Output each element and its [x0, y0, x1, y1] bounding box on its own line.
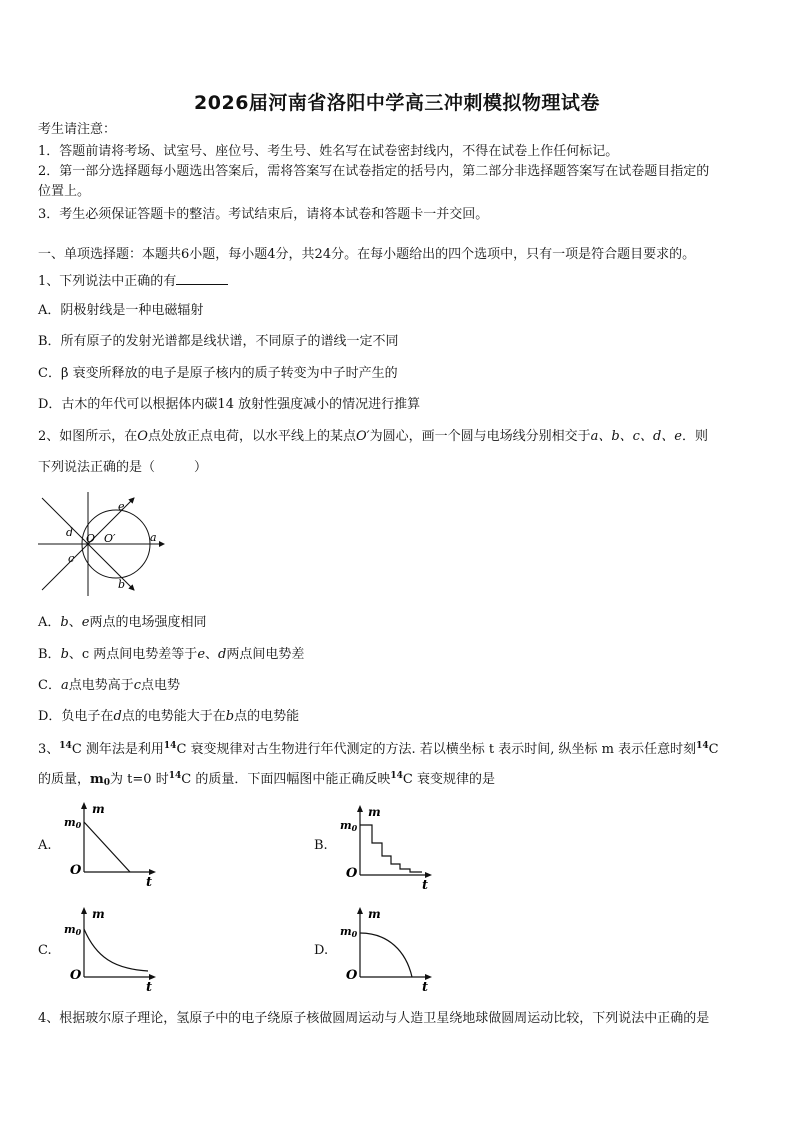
q1-option-d: D．古木的年代可以根据体内碳14 放射性强度减小的情况进行推算 [38, 397, 421, 412]
q2-c-post: 点电势 [141, 678, 181, 693]
q2-a-sep: 、 [68, 615, 82, 630]
q2-stem-a: 2、如图所示，在 [38, 429, 138, 444]
section-heading: 一、单项选择题：本题共6小题，每小题4分，共24分。在每小题给出的四个选项中，只有一项是符合题目要求的。 [38, 247, 696, 262]
q1-option-b: B．所有原子的发射光谱都是线状谱，不同原子的谱线一定不同 [38, 334, 399, 349]
q3-option-b-label: B. [314, 838, 328, 853]
q1-option-c: C．β 衰变所释放的电子是原子核内的质子转变为中子时产生的 [38, 366, 398, 381]
axis-label-t: t [422, 980, 429, 995]
q3-l2-d: C 衰变规律的是 [402, 772, 495, 787]
q2-c-v1: a [60, 678, 69, 693]
q3-graph-b [338, 803, 438, 893]
answer-blank [176, 272, 228, 285]
q2-field-figure [36, 488, 166, 598]
m0-m: m [64, 816, 76, 829]
q2-d-mid: 点的电势能大于在 [121, 709, 226, 724]
origin-label: O [70, 968, 82, 983]
q1-stem [38, 272, 228, 291]
q3-option-a-label: A. [38, 838, 52, 853]
q2-option-c [38, 677, 180, 695]
q2-stem-points: a、b、c、d、e [590, 429, 682, 444]
q1-stem-text: 1、下列说法中正确的有 [38, 274, 177, 289]
q3-sup-5: 14 [390, 771, 403, 781]
y-axis-arrow [357, 907, 363, 914]
q2-stem [38, 428, 708, 446]
axis-label-m0 [64, 816, 82, 830]
decay-curve [360, 933, 412, 977]
q2-b-post: 两点间电势差 [226, 647, 305, 662]
q2-c-pre: C． [38, 678, 61, 693]
q2-option-b [38, 646, 304, 664]
q3-l1-d: C [708, 742, 719, 757]
q2-b-pre: B． [38, 647, 61, 662]
q3-graph-a [62, 800, 162, 890]
axis-label-m: m [368, 907, 381, 921]
axis-label-m0 [340, 925, 358, 939]
q3-l1-c: C 衰变规律对古生物进行年代测定的方法. 若以横坐标 t 表示时间, 纵坐标 m 表示任意时刻 [176, 742, 697, 757]
q3-l1-b: C 测年法是利用 [71, 742, 164, 757]
q2-stem-line2: 下列说法正确的是（ ） [38, 460, 208, 475]
q2-d-pre: D．负电子在 [38, 709, 114, 724]
notice-item-3: 3．考生必须保证答题卡的整洁。考试结束后，请将本试卷和答题卡一并交回。 [38, 207, 489, 222]
decay-curve [84, 929, 148, 971]
label-d: d [66, 526, 74, 539]
q2-d-v2: b [225, 709, 235, 724]
axis-label-m: m [92, 907, 105, 921]
axis-label-t: t [422, 878, 429, 893]
q2-c-mid: 点电势高于 [68, 678, 134, 693]
q3-graph-d [338, 905, 438, 995]
q2-stem-d: ．则 [681, 429, 708, 444]
q2-a-post: 两点的电场强度相同 [89, 615, 207, 630]
q3-graph-c [62, 905, 162, 995]
axis-label-t: t [146, 875, 153, 890]
q2-c-v2: c [133, 678, 142, 693]
label-c: c [68, 552, 75, 565]
q3-stem-line2 [38, 771, 495, 789]
q2-b-v1: b [60, 647, 69, 662]
q3-l2-sub: 0 [103, 778, 111, 788]
q2-b-mid: 、c 两点间电势差等于 [68, 647, 198, 662]
q2-b-v3: d [218, 647, 227, 662]
q3-sup-3: 14 [696, 741, 709, 751]
notice-item-1: 1．答题前请将考场、试室号、座位号、考生号、姓名写在试卷密封线内，不得在试卷上作任何标记。 [38, 144, 619, 159]
origin-label: O [70, 863, 82, 878]
axis-label-t: t [146, 980, 153, 995]
notice-heading: 考生请注意： [38, 122, 117, 137]
m0-sub: 0 [351, 823, 358, 833]
q3-sup-1: 14 [59, 741, 72, 751]
q3-l2-m: m [90, 772, 104, 787]
q2-d-post: 点的电势能 [234, 709, 300, 724]
origin-label: O [346, 968, 358, 983]
q1-option-a: A．阴极射线是一种电磁辐射 [38, 303, 204, 318]
axis-label-m: m [368, 805, 381, 819]
label-b: b [118, 578, 126, 591]
q2-b-sep: 、 [205, 647, 219, 662]
q2-a-v2: e [81, 615, 90, 630]
y-axis-arrow [81, 907, 87, 914]
m0-sub: 0 [75, 927, 82, 937]
label-O: O [86, 532, 96, 545]
q2-a-pre: A． [38, 615, 61, 630]
q2-stem-O: O [137, 429, 148, 444]
label-a: a [150, 531, 157, 544]
m0-sub: 0 [351, 929, 358, 939]
m0-m: m [340, 819, 352, 832]
q3-l2-b: 为 t=0 时 [110, 772, 169, 787]
notice-item-2-cont: 位置上。 [38, 184, 91, 199]
q2-option-a [38, 614, 206, 632]
q2-d-v1: d [113, 709, 122, 724]
axis-label-m0 [64, 923, 82, 937]
axis-label-m: m [92, 802, 105, 816]
q2-stem-Op: O′ [355, 429, 370, 444]
axis-label-m0 [340, 819, 358, 833]
q2-a-v1: b [60, 615, 69, 630]
q2-option-d [38, 708, 299, 726]
q3-option-d-label: D. [314, 943, 329, 958]
m0-m: m [340, 925, 352, 938]
q2-stem-c: 为圆心，画一个圆与电场线分别相交于 [369, 429, 591, 444]
y-axis-arrow [81, 802, 87, 809]
q3-sup-2: 14 [163, 741, 177, 751]
origin-label: O [346, 866, 358, 881]
q3-l2-a: 的质量， [38, 772, 91, 787]
label-e: e [118, 500, 125, 513]
notice-item-2: 2．第一部分选择题每小题选出答案后，需将答案写在试卷指定的括号内，第二部分非选择题答案写在试卷题目指定的 [38, 164, 710, 179]
decay-curve [360, 825, 422, 872]
q3-stem-line1 [38, 741, 719, 759]
q3-l2-c: C 的质量．下面四幅图中能正确反映 [181, 772, 391, 787]
q2-stem-b: 点处放正点电荷，以水平线上的某点 [147, 429, 356, 444]
label-Op: O′ [104, 532, 116, 545]
page-title: 2026届河南省洛阳中学高三冲刺模拟物理试卷 [194, 92, 600, 114]
q3-sup-4: 14 [168, 771, 182, 781]
m0-sub: 0 [75, 820, 82, 830]
q4-stem: 4、根据玻尔原子理论，氢原子中的电子绕原子核做圆周运动与人造卫星绕地球做圆周运动比较，下列说法中正确的是 [38, 1011, 710, 1026]
q3-l1-a: 3、 [38, 742, 60, 757]
q2-b-v2: e [197, 647, 206, 662]
decay-curve [84, 822, 130, 872]
m0-m: m [64, 923, 76, 936]
y-axis-arrow [357, 805, 363, 812]
q3-option-c-label: C. [38, 943, 52, 958]
